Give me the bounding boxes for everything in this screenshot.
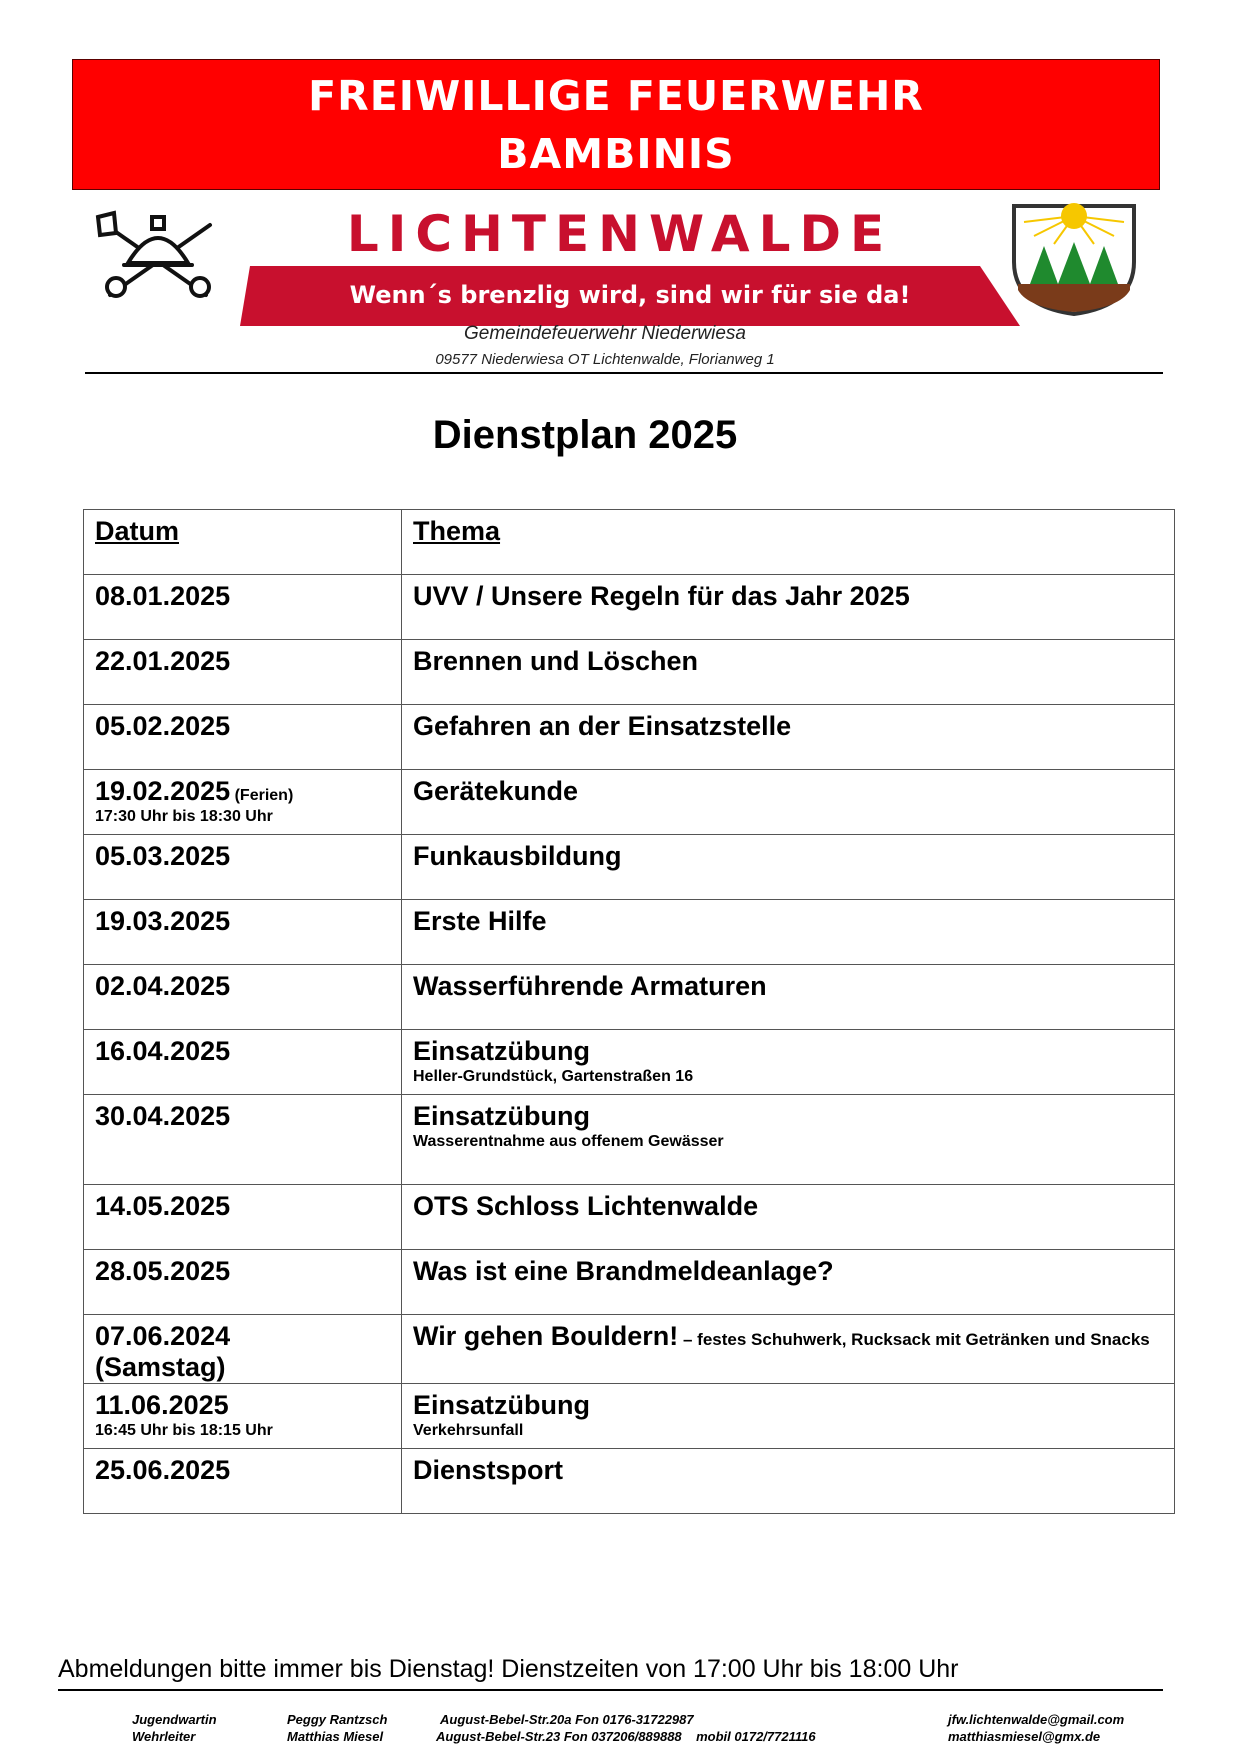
contact-name: Matthias Miesel	[287, 1729, 384, 1744]
contact-role: Wehrleiter	[132, 1729, 196, 1744]
contact-role: Jugendwartin	[132, 1712, 217, 1727]
row-date: 16.04.2025	[95, 1036, 231, 1066]
table-row	[84, 965, 1175, 1030]
table-row	[84, 640, 1175, 705]
footer-contact-row	[0, 1712, 1240, 1728]
row-date-tag: (Ferien)	[234, 787, 294, 804]
table-row	[84, 705, 1175, 770]
banner-line-2: BAMBINIS	[497, 129, 735, 178]
row-time: 17:30 Uhr bis 18:30 Uhr	[95, 808, 273, 825]
row-topic: Gerätekunde	[413, 776, 579, 806]
contact-email[interactable]: jfw.lichtenwalde@gmail.com	[948, 1712, 1125, 1727]
header-banner	[72, 59, 1160, 190]
row-topic: Was ist eine Brandmeldeanlage?	[413, 1256, 834, 1286]
table-header-row	[84, 510, 1175, 575]
contact-email[interactable]: matthiasmiesel@gmx.de	[948, 1729, 1101, 1744]
row-topic: OTS Schloss Lichtenwalde	[413, 1191, 759, 1221]
row-date: 02.04.2025	[95, 971, 231, 1001]
row-topic: Einsatzübung	[413, 1036, 590, 1066]
banner-line-1: FREIWILLIGE FEUERWEHR	[308, 71, 924, 120]
organization-name: Gemeindefeuerwehr Niederwiesa	[464, 323, 746, 344]
row-date: 22.01.2025	[95, 646, 231, 676]
row-date: 30.04.2025	[95, 1101, 231, 1131]
table-row	[84, 770, 1175, 835]
table-row	[84, 575, 1175, 640]
row-topic: Wasserführende Armaturen	[413, 971, 767, 1001]
row-date: 25.06.2025	[95, 1455, 231, 1485]
deregistration-notice: Abmeldungen bitte immer bis Dienstag! Dienstzeiten von 17:00 Uhr bis 18:00 Uhr	[58, 1655, 959, 1683]
row-topic: Wir gehen Bouldern!	[413, 1321, 679, 1351]
row-date: 19.03.2025	[95, 906, 231, 936]
header-divider	[85, 372, 1163, 374]
table-row	[84, 1250, 1175, 1315]
wordmark-lichtenwalde: LICHTENWALDE	[346, 205, 894, 263]
footer-contact-row	[0, 1729, 1240, 1745]
contact-address: August-Bebel-Str.20a Fon 0176-31722987	[440, 1712, 694, 1727]
contact-address: August-Bebel-Str.23 Fon 037206/889888 mobil 0172/7721116	[436, 1729, 816, 1744]
row-topic: UVV / Unsere Regeln für das Jahr 2025	[413, 581, 910, 611]
row-date: 14.05.2025	[95, 1191, 231, 1221]
contact-name: Peggy Rantzsch	[287, 1712, 388, 1727]
organization-address: 09577 Niederwiesa OT Lichtenwalde, Florianweg 1	[435, 351, 775, 368]
table-row	[84, 1384, 1175, 1449]
slogan: Wenn´s brenzlig wird, sind wir für sie da!	[349, 281, 911, 309]
footer-divider	[58, 1689, 1163, 1691]
row-topic: Einsatzübung	[413, 1390, 590, 1420]
row-date: 28.05.2025	[95, 1256, 231, 1286]
row-date: 07.06.2024	[95, 1321, 231, 1351]
row-topic: Brennen und Löschen	[413, 646, 699, 676]
row-topic: Dienstsport	[413, 1455, 564, 1485]
row-topic: Gefahren an der Einsatzstelle	[413, 711, 792, 741]
row-topic: Funkausbildung	[413, 841, 622, 871]
header-topic: Thema	[413, 516, 501, 546]
row-topic-note: Wasserentnahme aus offenem Gewässer	[413, 1133, 724, 1150]
row-topic-note: – festes Schuhwerk, Rucksack mit Getränken und Snacks	[678, 1330, 1150, 1349]
row-date-day: (Samstag)	[95, 1352, 226, 1382]
row-date: 11.06.2025	[95, 1390, 229, 1420]
page-title: Dienstplan 2025	[432, 413, 738, 457]
row-date: 19.02.2025	[95, 776, 231, 806]
row-topic: Erste Hilfe	[413, 906, 547, 936]
row-date: 05.03.2025	[95, 841, 231, 871]
table-row	[84, 1095, 1175, 1185]
row-topic-note: Verkehrsunfall	[413, 1422, 524, 1439]
row-topic-note: Heller-Grundstück, Gartenstraßen 16	[413, 1068, 694, 1085]
row-topic: Einsatzübung	[413, 1101, 590, 1131]
row-time: 16:45 Uhr bis 18:15 Uhr	[95, 1422, 273, 1439]
schedule-table	[83, 509, 1175, 1514]
table-row	[84, 1449, 1175, 1514]
table-row	[84, 1030, 1175, 1095]
table-row	[84, 1185, 1175, 1250]
header-date: Datum	[95, 516, 180, 546]
table-row	[84, 835, 1175, 900]
table-row	[84, 900, 1175, 965]
table-row	[84, 1315, 1175, 1384]
coat-of-arms-icon	[1010, 202, 1138, 318]
row-date: 08.01.2025	[95, 581, 231, 611]
row-date: 05.02.2025	[95, 711, 231, 741]
